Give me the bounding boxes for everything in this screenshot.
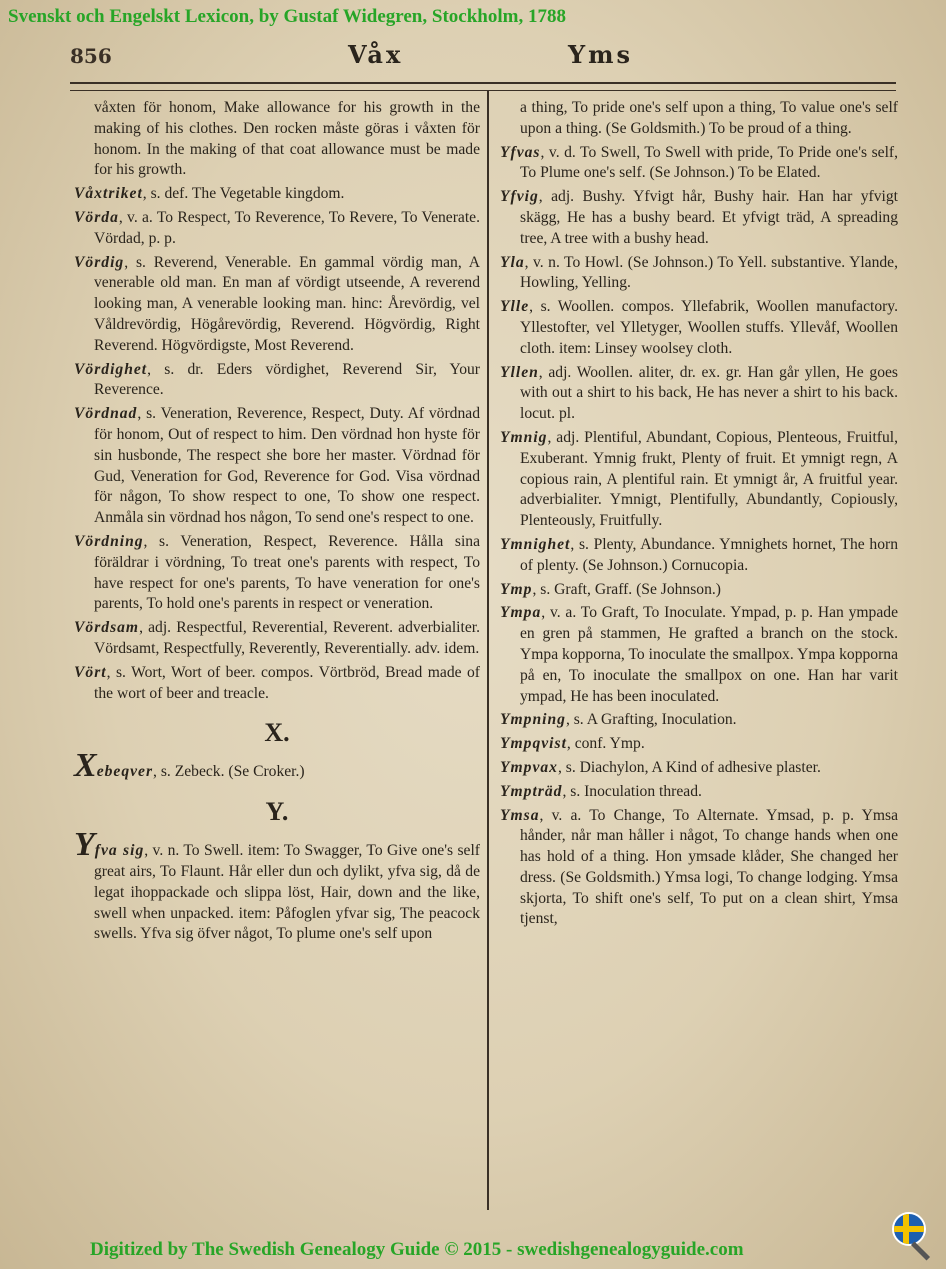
dictionary-entry: Ymnighet, s. Plenty, Abundance. Ymnighets hornet, The horn of plenty. (Se Johnson.) Cornucopia. (500, 535, 898, 574)
swedish-flag-magnifier-icon (892, 1212, 926, 1246)
dictionary-entry: Yla, v. n. To Howl. (Se Johnson.) To Yell. substantive. Ylande, Howling, Yelling. (500, 253, 898, 292)
section-heading-y: Y. (265, 797, 289, 827)
dictionary-entry: Ymsa, v. a. To Change, To Alternate. Ymsad, p. p. Ymsa hånder, når man håller i något, To change hands when one has hold of a thing. Hon ymsade klåder, She changed her dress. (Se Goldsmith.) Ymsa logi, To change lodging. Ymsa skjorta, To shift one's self, To put on a clean shirt, Ymsa tjenst, (500, 806, 898, 928)
dictionary-entry: Ymnig, adj. Plentiful, Abundant, Copious, Plenteous, Fruitful, Exuberant. Ymnig frukt, Plenty of fruit. Et ymnigt regn, A copious rain, A plentiful rain. Et ymnigt år, A fruitful year. adverbialiter. Ymnigt, Plentifully, Abundantly, Copiously, Plenteously, Fruitfully. (500, 428, 898, 530)
headword: Yfvas (500, 143, 541, 161)
left-column (74, 98, 480, 948)
headword: Ympträd (500, 782, 563, 800)
drop-cap: Y (74, 826, 95, 864)
section-heading-x: X. (264, 718, 290, 748)
dictionary-entry: våxten för honom, Make allowance for his growth in the making of his clothes. Den rocken måste göras i våxten för honom. In the making of that coat allowance must be made for his growth. (94, 99, 480, 179)
headword: Ymp (500, 580, 533, 598)
headword: Vördig (74, 253, 125, 271)
dictionary-entry: Vörda, v. a. To Respect, To Reverence, To Revere, To Venerate. Vördad, p. p. (74, 208, 480, 247)
running-head-left: Våx (348, 40, 404, 69)
headword: Ymnighet (500, 535, 571, 553)
headword: Vörda (74, 208, 119, 226)
drop-cap: X (74, 747, 97, 785)
dictionary-entry: Vördnad, s. Veneration, Reverence, Respect, Duty. Af vördnad för honom, Out of respect to him. Den vördnad hon hyste för sin husbonde, The respect she bore her master. Vördnad för Gud, Veneration for God, Reverence for God. Visa vördnad för någon, To show respect to one, To show one respect. Anmåla sin vördnad hos någon, To send one's respect to one. (74, 405, 480, 527)
dictionary-entry: Xebeqver, s. Zebeck. (Se Croker.) (74, 747, 305, 785)
headword: Yfvig (500, 188, 539, 206)
headword: ebeqver (96, 763, 154, 781)
dictionary-entry: Vördning, s. Veneration, Respect, Reverence. Hålla sina föräldrar i vördning, To treat one's parents with respect, To have respect for one's parents, To have veneration for one's parents, To hold one's parents in respect or veneration. (74, 532, 480, 613)
flag-cross-horizontal (894, 1226, 924, 1232)
dictionary-entry: Ympvax, s. Diachylon, A Kind of adhesive plaster. (500, 758, 821, 776)
dictionary-entry: Yfvig, adj. Bushy. Yfvigt hår, Bushy hair. Han har yfvigt skägg, He has a bushy beard. Et yfvigt träd, A spreading tree, A tree with a bushy head. (500, 188, 898, 247)
dictionary-entry: Ympning, s. A Grafting, Inoculation. (500, 711, 737, 729)
running-head-right: Yms (568, 40, 634, 69)
dictionary-entry: Ymp, s. Graft, Graff. (Se Johnson.) (500, 580, 721, 598)
dictionary-entry: Vördsam, adj. Respectful, Reverential, Reverent. adverbialiter. Vördsamt, Respectfully, Reverently, Reverentially. adv. idem. (74, 619, 480, 657)
headword: fva sig (94, 842, 145, 860)
digitized-footer: Digitized by The Swedish Genealogy Guide © 2015 - swedishgenealogyguide.com (90, 1239, 744, 1260)
magnifier-handle (911, 1241, 930, 1260)
right-column (500, 98, 898, 933)
dictionary-entry: Ympqvist, conf. Ymp. (500, 735, 645, 753)
dictionary-entry: Vört, s. Wort, Wort of beer. compos. Vörtbröd, Bread made of the wort of beer and treacle. (74, 663, 480, 702)
headword: Vört (74, 663, 107, 681)
top-banner: Svenskt och Engelskt Lexicon, by Gustaf Widegren, Stockholm, 1788 (8, 6, 566, 27)
dictionary-entry: Ylle, s. Woollen. compos. Yllefabrik, Woollen manufactory. Yllestofter, vel Ylletyger, Woollen stuffs. Yllevåf, Woollen cloth. item: Linsey woolsey cloth. (500, 298, 898, 357)
dictionary-entry: Ympa, v. a. To Graft, To Inoculate. Ympad, p. p. Han ympade en gren på stammen, He grafted a branch on the stock. Ympa kopporna, To inoculate the smallpox. Ympa kopporna på en, To inoculate the smallpox on one. Han har varit ympad, He has been inoculated. (500, 604, 898, 705)
dictionary-entry: Vördighet, s. dr. Eders vördighet, Reverend Sir, Your Reverence. (74, 360, 480, 399)
headword: Vördnad (74, 405, 138, 423)
dictionary-entry: Yllen, adj. Woollen. aliter, dr. ex. gr. Han går yllen, He goes with out a shirt to his back, He has never a shirt to his back. locut. pl. (500, 363, 898, 423)
dictionary-entry: Våxtriket, s. def. The Vegetable kingdom. (74, 185, 345, 203)
dictionary-entry: a thing, To pride one's self upon a thing, To value one's self upon a thing. (Se Goldsmith.) To be proud of a thing. (520, 99, 898, 137)
flag-cross-vertical (903, 1214, 909, 1244)
headword: Ymnig (500, 428, 548, 446)
headword: Ympvax (500, 758, 558, 776)
headword: Vördning (74, 532, 144, 550)
headword: Ylle (500, 298, 530, 316)
headword: Yla (500, 253, 525, 271)
headword: Ympning (500, 711, 566, 729)
headword: Yllen (500, 363, 539, 381)
headword: Ympa (500, 604, 542, 622)
headword: Vördighet (74, 360, 148, 378)
headword: Ymsa (500, 806, 540, 824)
dictionary-entry: Ympträd, s. Inoculation thread. (500, 782, 702, 800)
header-rule (70, 82, 896, 91)
dictionary-entry: Yfvas, v. d. To Swell, To Swell with pride, To Pride one's self, To Plume one's self. (Se Johnson.) To be Elated. (500, 143, 898, 182)
dictionary-entry: Vördig, s. Reverend, Venerable. En gammal vördig man, A venerable old man. En man af vördigt utseende, A reverend looking man, A venerable looking man. hinc: Årevördig, vel Våldrevördig, Högårevördig, Reverend. Högvördig, Right Reverend. Högvördigste, Most Reverend. (74, 253, 480, 354)
dictionary-entry: Yfva sig, v. n. To Swell. item: To Swagger, To Give one's self great airs, To Flaunt. Hår eller dun och dylikt, yfva sig, då de legat ihoppackade och slippa löst, Hair, down and the like, swell when unpacked. item: Påfoglen yfvar sig, The peacock swells. Yfva sig öfver något, To plume one's self upon (74, 826, 480, 943)
headword: Våxtriket (74, 185, 143, 203)
headword: Vördsam (74, 619, 140, 637)
headword: Ympqvist (500, 735, 567, 753)
page-number: 856 (70, 44, 112, 68)
column-divider (487, 90, 489, 1210)
